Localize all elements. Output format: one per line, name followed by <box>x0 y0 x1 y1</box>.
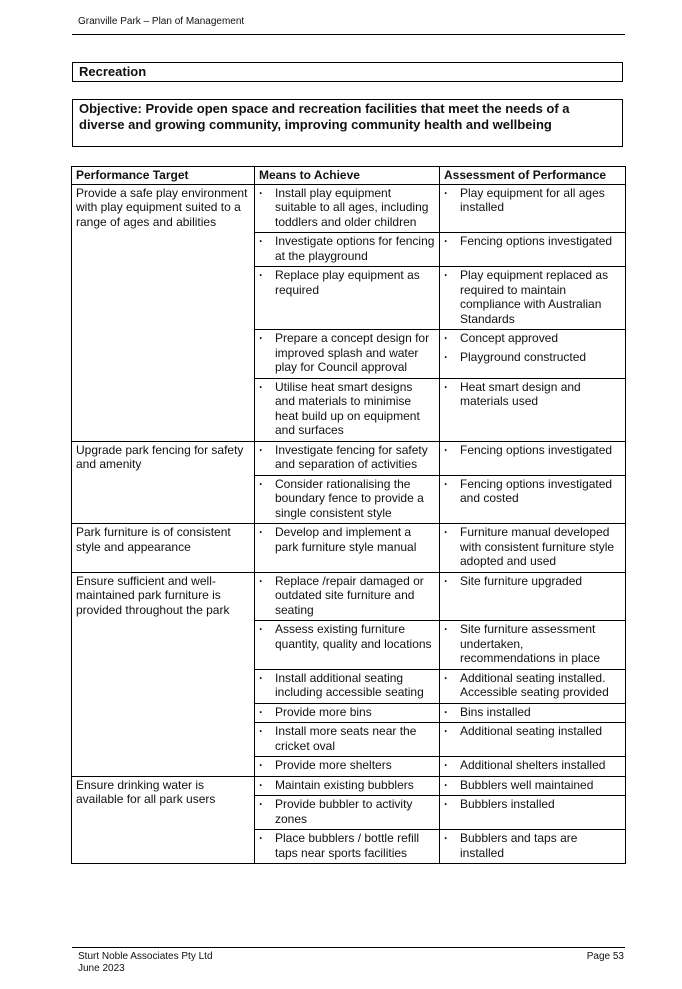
assessment-item: · Bubblers well maintained <box>444 778 621 793</box>
means-cell <box>255 378 440 441</box>
means-item: · Investigate fencing for safety and separation of activities <box>259 443 435 472</box>
means-item: · Investigate options for fencing at the playground <box>259 234 435 263</box>
assessment-item: · Bubblers and taps are installed <box>444 831 621 860</box>
table-row <box>72 572 626 621</box>
means-cell <box>255 776 440 796</box>
means-cell <box>255 621 440 670</box>
assessment-cell <box>440 703 626 723</box>
means-item: · Maintain existing bubblers <box>259 778 435 793</box>
assessment-cell <box>440 233 626 267</box>
means-item: · Replace play equipment as required <box>259 268 435 297</box>
means-cell <box>255 723 440 757</box>
assessment-item: · Additional seating installed. Accessible seating provided <box>444 671 621 700</box>
assessment-item: · Heat smart design and materials used <box>444 380 621 409</box>
means-cell <box>255 330 440 379</box>
assessment-item: · Play equipment for all ages installed <box>444 186 621 215</box>
means-cell <box>255 267 440 330</box>
footer-company: Sturt Noble Associates Pty Ltd <box>78 951 213 962</box>
assessment-cell <box>440 524 626 573</box>
means-item: · Utilise heat smart designs and materials to minimise heat build up on equipment and surfaces <box>259 380 435 438</box>
running-header: Granville Park – Plan of Management <box>78 16 245 27</box>
means-item: · Provide more shelters <box>259 758 435 773</box>
assessment-cell <box>440 776 626 796</box>
means-item: · Develop and implement a park furniture style manual <box>259 525 435 554</box>
means-item: · Install more seats near the cricket oval <box>259 724 435 753</box>
assessment-item: · Additional seating installed <box>444 724 621 739</box>
means-item: · Consider rationalising the boundary fence to provide a single consistent style <box>259 477 435 521</box>
column-header-means: Means to Achieve <box>255 167 440 185</box>
means-cell <box>255 669 440 703</box>
table-row <box>72 776 626 796</box>
means-item: · Place bubblers / bottle refill taps near sports facilities <box>259 831 435 860</box>
performance-target-cell: Park furniture is of consistent style and appearance <box>72 524 255 573</box>
assessment-cell <box>440 621 626 670</box>
column-header-assessment: Assessment of Performance <box>440 167 626 185</box>
performance-target-cell: Upgrade park fencing for safety and amenity <box>72 441 255 524</box>
table-row <box>72 524 626 573</box>
performance-table <box>71 166 626 864</box>
means-item: · Assess existing furniture quantity, quality and locations <box>259 622 435 651</box>
objective-box: Objective: Provide open space and recreation facilities that meet the needs of a diverse and growing community, improving community health and wellbeing <box>72 99 623 147</box>
assessment-item: · Furniture manual developed with consistent furniture style adopted and used <box>444 525 621 569</box>
header-divider <box>72 34 625 35</box>
performance-target-cell: Ensure drinking water is available for all park users <box>72 776 255 864</box>
assessment-item: · Fencing options investigated <box>444 443 621 458</box>
means-cell <box>255 233 440 267</box>
assessment-item: · Site furniture assessment undertaken, recommendations in place <box>444 622 621 666</box>
means-cell <box>255 572 440 621</box>
column-header-target: Performance Target <box>72 167 255 185</box>
table-row <box>72 184 626 233</box>
table-body <box>72 184 626 864</box>
assessment-item: · Site furniture upgraded <box>444 574 621 589</box>
assessment-item: · Playground constructed <box>444 350 621 365</box>
assessment-item: · Additional shelters installed <box>444 758 621 773</box>
means-cell <box>255 475 440 524</box>
means-item: · Prepare a concept design for improved splash and water play for Council approval <box>259 331 435 375</box>
means-item: · Provide more bins <box>259 705 435 720</box>
assessment-cell <box>440 723 626 757</box>
means-item: · Install additional seating including accessible seating <box>259 671 435 700</box>
assessment-cell <box>440 475 626 524</box>
assessment-item: · Bubblers installed <box>444 797 621 812</box>
means-cell <box>255 441 440 475</box>
assessment-cell <box>440 330 626 379</box>
performance-target-cell: Ensure sufficient and well-maintained park furniture is provided throughout the park <box>72 572 255 776</box>
means-cell <box>255 757 440 777</box>
footer-divider <box>72 947 625 948</box>
assessment-item: · Fencing options investigated <box>444 234 621 249</box>
means-item: · Replace /repair damaged or outdated site furniture and seating <box>259 574 435 618</box>
means-cell <box>255 703 440 723</box>
means-item: · Install play equipment suitable to all ages, including toddlers and older children <box>259 186 435 230</box>
assessment-item: · Play equipment replaced as required to maintain compliance with Australian Standards <box>444 268 621 326</box>
means-item: · Provide bubbler to activity zones <box>259 797 435 826</box>
means-cell <box>255 524 440 573</box>
performance-target-cell: Provide a safe play environment with play equipment suited to a range of ages and abilities <box>72 184 255 441</box>
table-header-row <box>72 167 626 185</box>
assessment-item: · Bins installed <box>444 705 621 720</box>
means-cell <box>255 796 440 830</box>
assessment-cell <box>440 830 626 864</box>
footer-date: June 2023 <box>78 963 125 974</box>
assessment-cell <box>440 796 626 830</box>
assessment-item: · Concept approved <box>444 331 621 346</box>
section-title: Recreation <box>72 62 623 82</box>
assessment-cell <box>440 572 626 621</box>
page-number: Page 53 <box>586 951 624 962</box>
assessment-cell <box>440 441 626 475</box>
table-row <box>72 441 626 475</box>
assessment-item: · Fencing options investigated and costed <box>444 477 621 506</box>
footer-left <box>78 951 213 975</box>
assessment-cell <box>440 267 626 330</box>
assessment-cell <box>440 669 626 703</box>
means-cell <box>255 830 440 864</box>
means-cell <box>255 184 440 233</box>
assessment-cell <box>440 184 626 233</box>
assessment-cell <box>440 378 626 441</box>
assessment-cell <box>440 757 626 777</box>
